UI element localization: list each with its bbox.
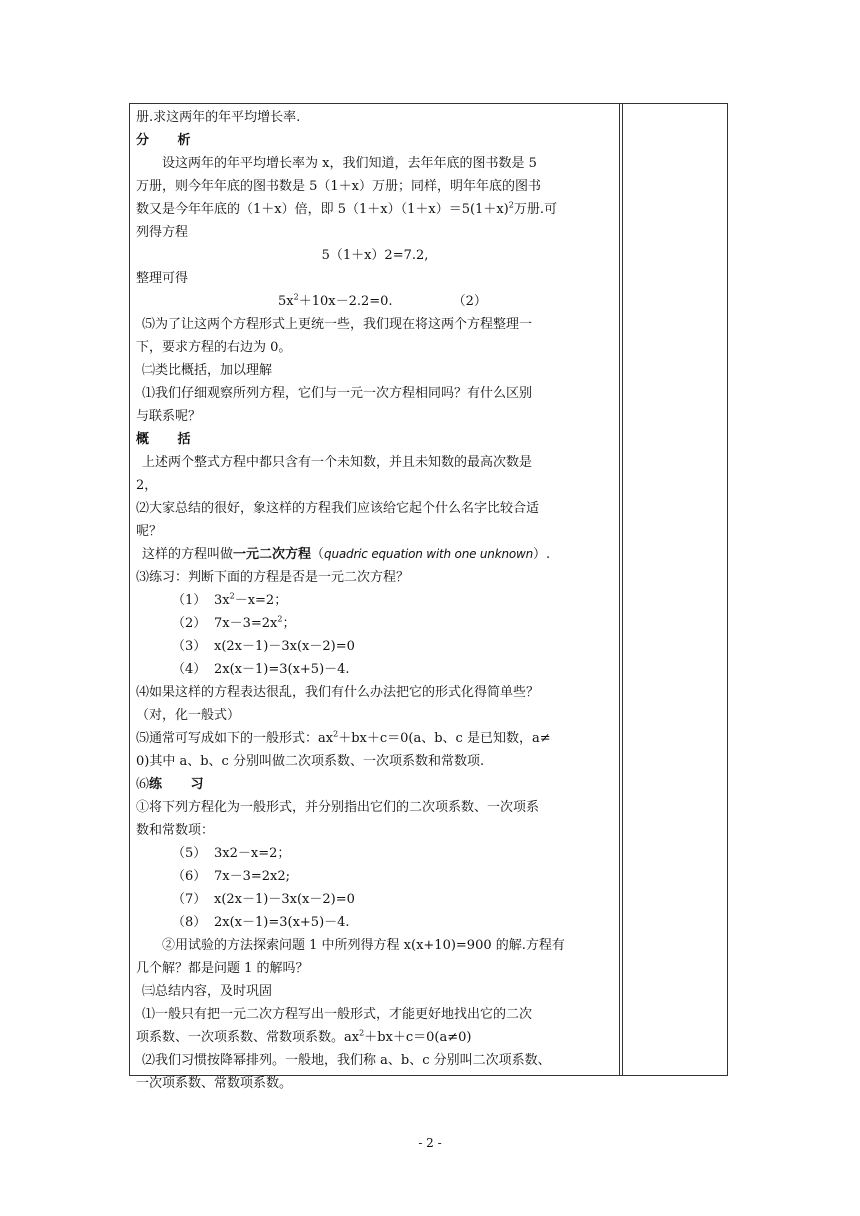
text-line: 2， [136,478,158,493]
practice-item: （5） 3x2－x=2； [172,846,291,861]
text-line: 与联系呢？ [136,409,202,424]
text-line: ⑴我们仔细观察所列方程，它们与一元一次方程相同吗？有什么区别 [142,386,533,401]
text-line: ⑷如果这样的方程表达很乱，我们有什么办法把它的形式化得简单些？ [136,685,540,700]
text-line: 万册，则今年年底的图书数是 5（1＋x）万册；同样，明年年底的图书 [136,179,542,194]
section-heading-analysis: 分 析 [136,133,203,148]
text-line: 项系数、一次项系数、常数项系数。$ax^2+bx+c=0(a\ne 0)$ [136,1028,472,1045]
exercise-item: （1） $3x^2-x=2$； [172,591,288,608]
exercise-item: （3） x(2x－1)－3x(x－2)=0 [172,639,355,654]
text-line: 几个解？都是问题 1 的解吗？ [136,961,309,976]
text-line: ②用试验的方法探索问题 1 中所列得方程 x(x+10)=900 的解.方程有 [162,938,565,953]
definition-line: 这样的方程叫做一元二次方程（quadric equation with one unknown）. [142,547,551,562]
section-heading: ㈡类比概括，加以理解 [142,363,273,378]
text-line: ⑵大家总结的很好，象这样的方程我们应该给它起个什么名字比较合适 [136,501,540,516]
practice-item: （8） 2x(x－1)=3(x+5)－4. [172,915,350,930]
text-line: 呢？ [136,524,163,539]
text-line: （对，化一般式） [136,708,241,723]
lesson-content [136,107,614,1096]
column-divider [622,104,623,1075]
term-quadratic-equation: 一元二次方程 [233,547,312,562]
section-heading-practice: ⑹练 习 [136,777,216,792]
text-line: 上述两个整式方程中都只含有一个未知数，并且未知数的最高次数是 [142,455,533,470]
text-line: ⑶练习：判断下面的方程是否是一元二次方程？ [136,570,410,585]
exercise-item: （4） 2x(x－1)=3(x+5)－4. [172,662,350,677]
text-line: 列得方程 [136,225,189,240]
practice-item: （7） x(2x－1)－3x(x－2)=0 [172,892,355,907]
practice-item: （6） 7x－3=2x2; [172,869,291,884]
equation-2: $5x^2+10x-2.2=0$. （2） [278,292,487,309]
text-line: 数和常数项： [136,823,215,838]
text-line: 0)其中 a、b、c 分别叫做二次项系数、一次项系数和常数项. [136,754,485,769]
text-line: ⑸通常可写成如下的一般形式：$ax^2+bx+c=0(a$、b、c 是已知数，a≠ [136,729,551,746]
text-line: 整理可得 [136,271,189,286]
text-line: ⑸为了让这两个方程形式上更统一些，我们现在将这两个方程整理一 [142,317,533,332]
section-heading: ㈢总结内容，及时巩固 [142,984,273,999]
text-line: 下，要求方程的右边为 0。 [136,340,292,355]
page-number: - 2 - [418,1136,442,1150]
text-line: 设这两年的年平均增长率为 x，我们知道，去年年底的图书数是 5 [162,156,537,171]
text-line: ⑴一般只有把一元二次方程写出一般形式，才能更好地找出它的二次 [142,1007,533,1022]
section-heading-summary: 概 括 [136,432,203,447]
text-line: ①将下列方程化为一般形式，并分别指出它们的二次项系数、一次项系 [136,800,540,815]
text-line: 册.求这两年的年平均增长率. [136,110,301,125]
exercise-item: （2） $7x-3=2x^2$； [172,614,296,631]
text-line: ⑵我们习惯按降幂排列。一般地，我们称 a、b、c 分别叫二次项系数、 [142,1053,551,1068]
text-line: 数又是今年年底的（1＋x）倍，即 $5(1+x)(1+x)=5(1+x)^2$万册.可 [136,200,557,217]
text-line: 一次项系数、常数项系数。 [136,1076,293,1091]
equation-1: 5（1＋x）2=7.2, [321,248,429,263]
column-divider [619,104,620,1075]
